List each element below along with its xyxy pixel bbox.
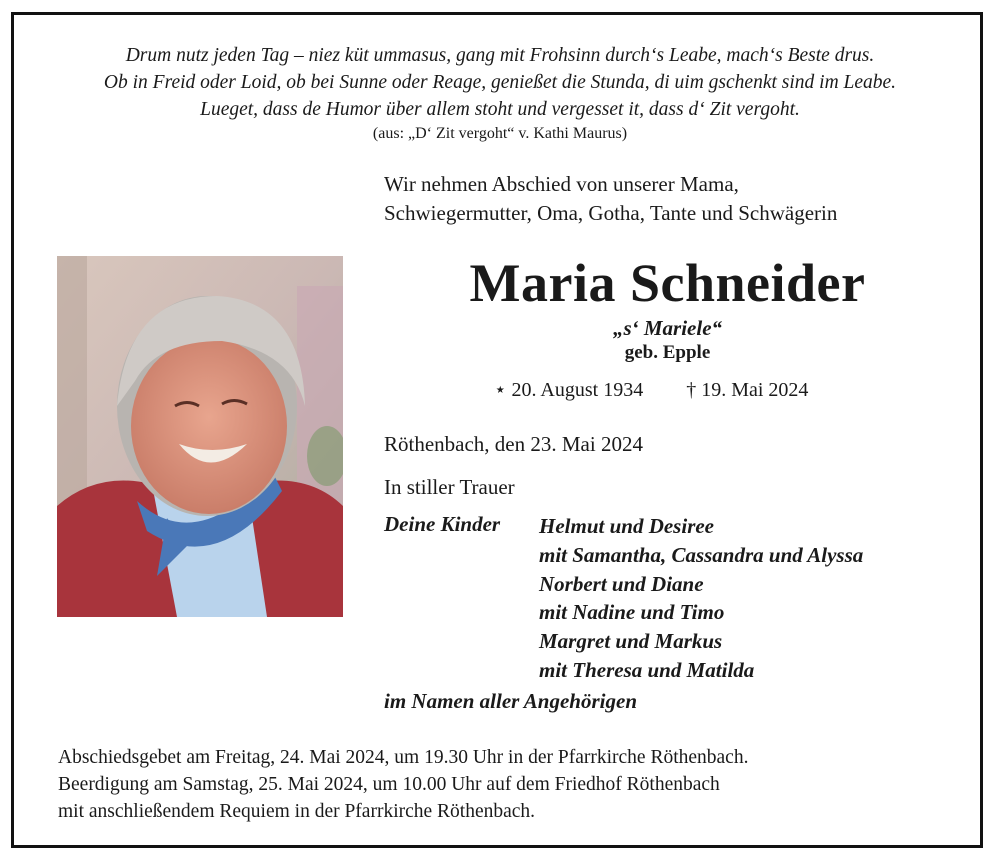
list-item: mit Samantha, Cassandra und Alyssa: [539, 542, 864, 567]
cross-icon: †: [686, 379, 697, 401]
star-icon: ⋆: [494, 379, 507, 401]
intro-line: Schwiegermutter, Oma, Gotha, Tante und Schwägerin: [384, 201, 838, 225]
list-item: mit Theresa und Matilda: [539, 657, 755, 682]
list-item: Helmut und Desiree: [539, 514, 715, 538]
service-line: mit anschließendem Requiem in der Pfarrkirche Röthenbach.: [58, 801, 536, 822]
portrait-illustration: [57, 256, 343, 617]
service-line: Beerdigung am Samstag, 25. Mai 2024, um 10.00 Uhr auf dem Friedhof Röthenbach: [58, 774, 720, 795]
poem: [20, 42, 980, 145]
children-list: [539, 512, 863, 685]
birth-date: 20. August 1934: [511, 379, 644, 401]
list-item: mit Nadine und Timo: [539, 600, 725, 625]
service-line: Abschiedsgebet am Freitag, 24. Mai 2024, um 19.30 Uhr in der Pfarrkirche Röthenbach.: [58, 747, 749, 768]
poem-line: Ob in Freid oder Loid, ob bei Sunne oder Reage, genießet die Stunda, di uim gschenkt sind im Leabe.: [103, 72, 897, 93]
life-dates: [494, 377, 808, 402]
poem-source: (aus: „D‘ Zit vergoht“ v. Kathi Maurus): [372, 125, 628, 142]
deceased-name: Maria Schneider: [469, 253, 866, 313]
birth-name: geb. Epple: [624, 342, 711, 363]
deceased-nickname: „s‘ Mariele“: [612, 316, 723, 340]
poem-line: Lueget, dass de Humor über allem stoht und vergesset it, dass d‘ Zit vergoht.: [200, 99, 800, 120]
mourning-text: In stiller Trauer: [384, 475, 515, 499]
service-info: [58, 744, 748, 825]
death-date: 19. Mai 2024: [701, 379, 809, 401]
portrait-photo: [57, 256, 343, 617]
list-item: Norbert und Diane: [539, 571, 704, 596]
poem-line: Drum nutz jeden Tag – niez küt ummasus, gang mit Frohsinn durch‘s Leabe, mach‘s Beste drus.: [125, 45, 875, 66]
family-line: im Namen aller Angehörigen: [384, 689, 637, 713]
children-label: Deine Kinder: [384, 512, 501, 536]
list-item: Margret und Markus: [539, 629, 723, 654]
intro-line: Wir nehmen Abschied von unserer Mama,: [384, 172, 739, 196]
farewell-intro: [384, 170, 837, 228]
place-date: Röthenbach, den 23. Mai 2024: [384, 432, 643, 456]
